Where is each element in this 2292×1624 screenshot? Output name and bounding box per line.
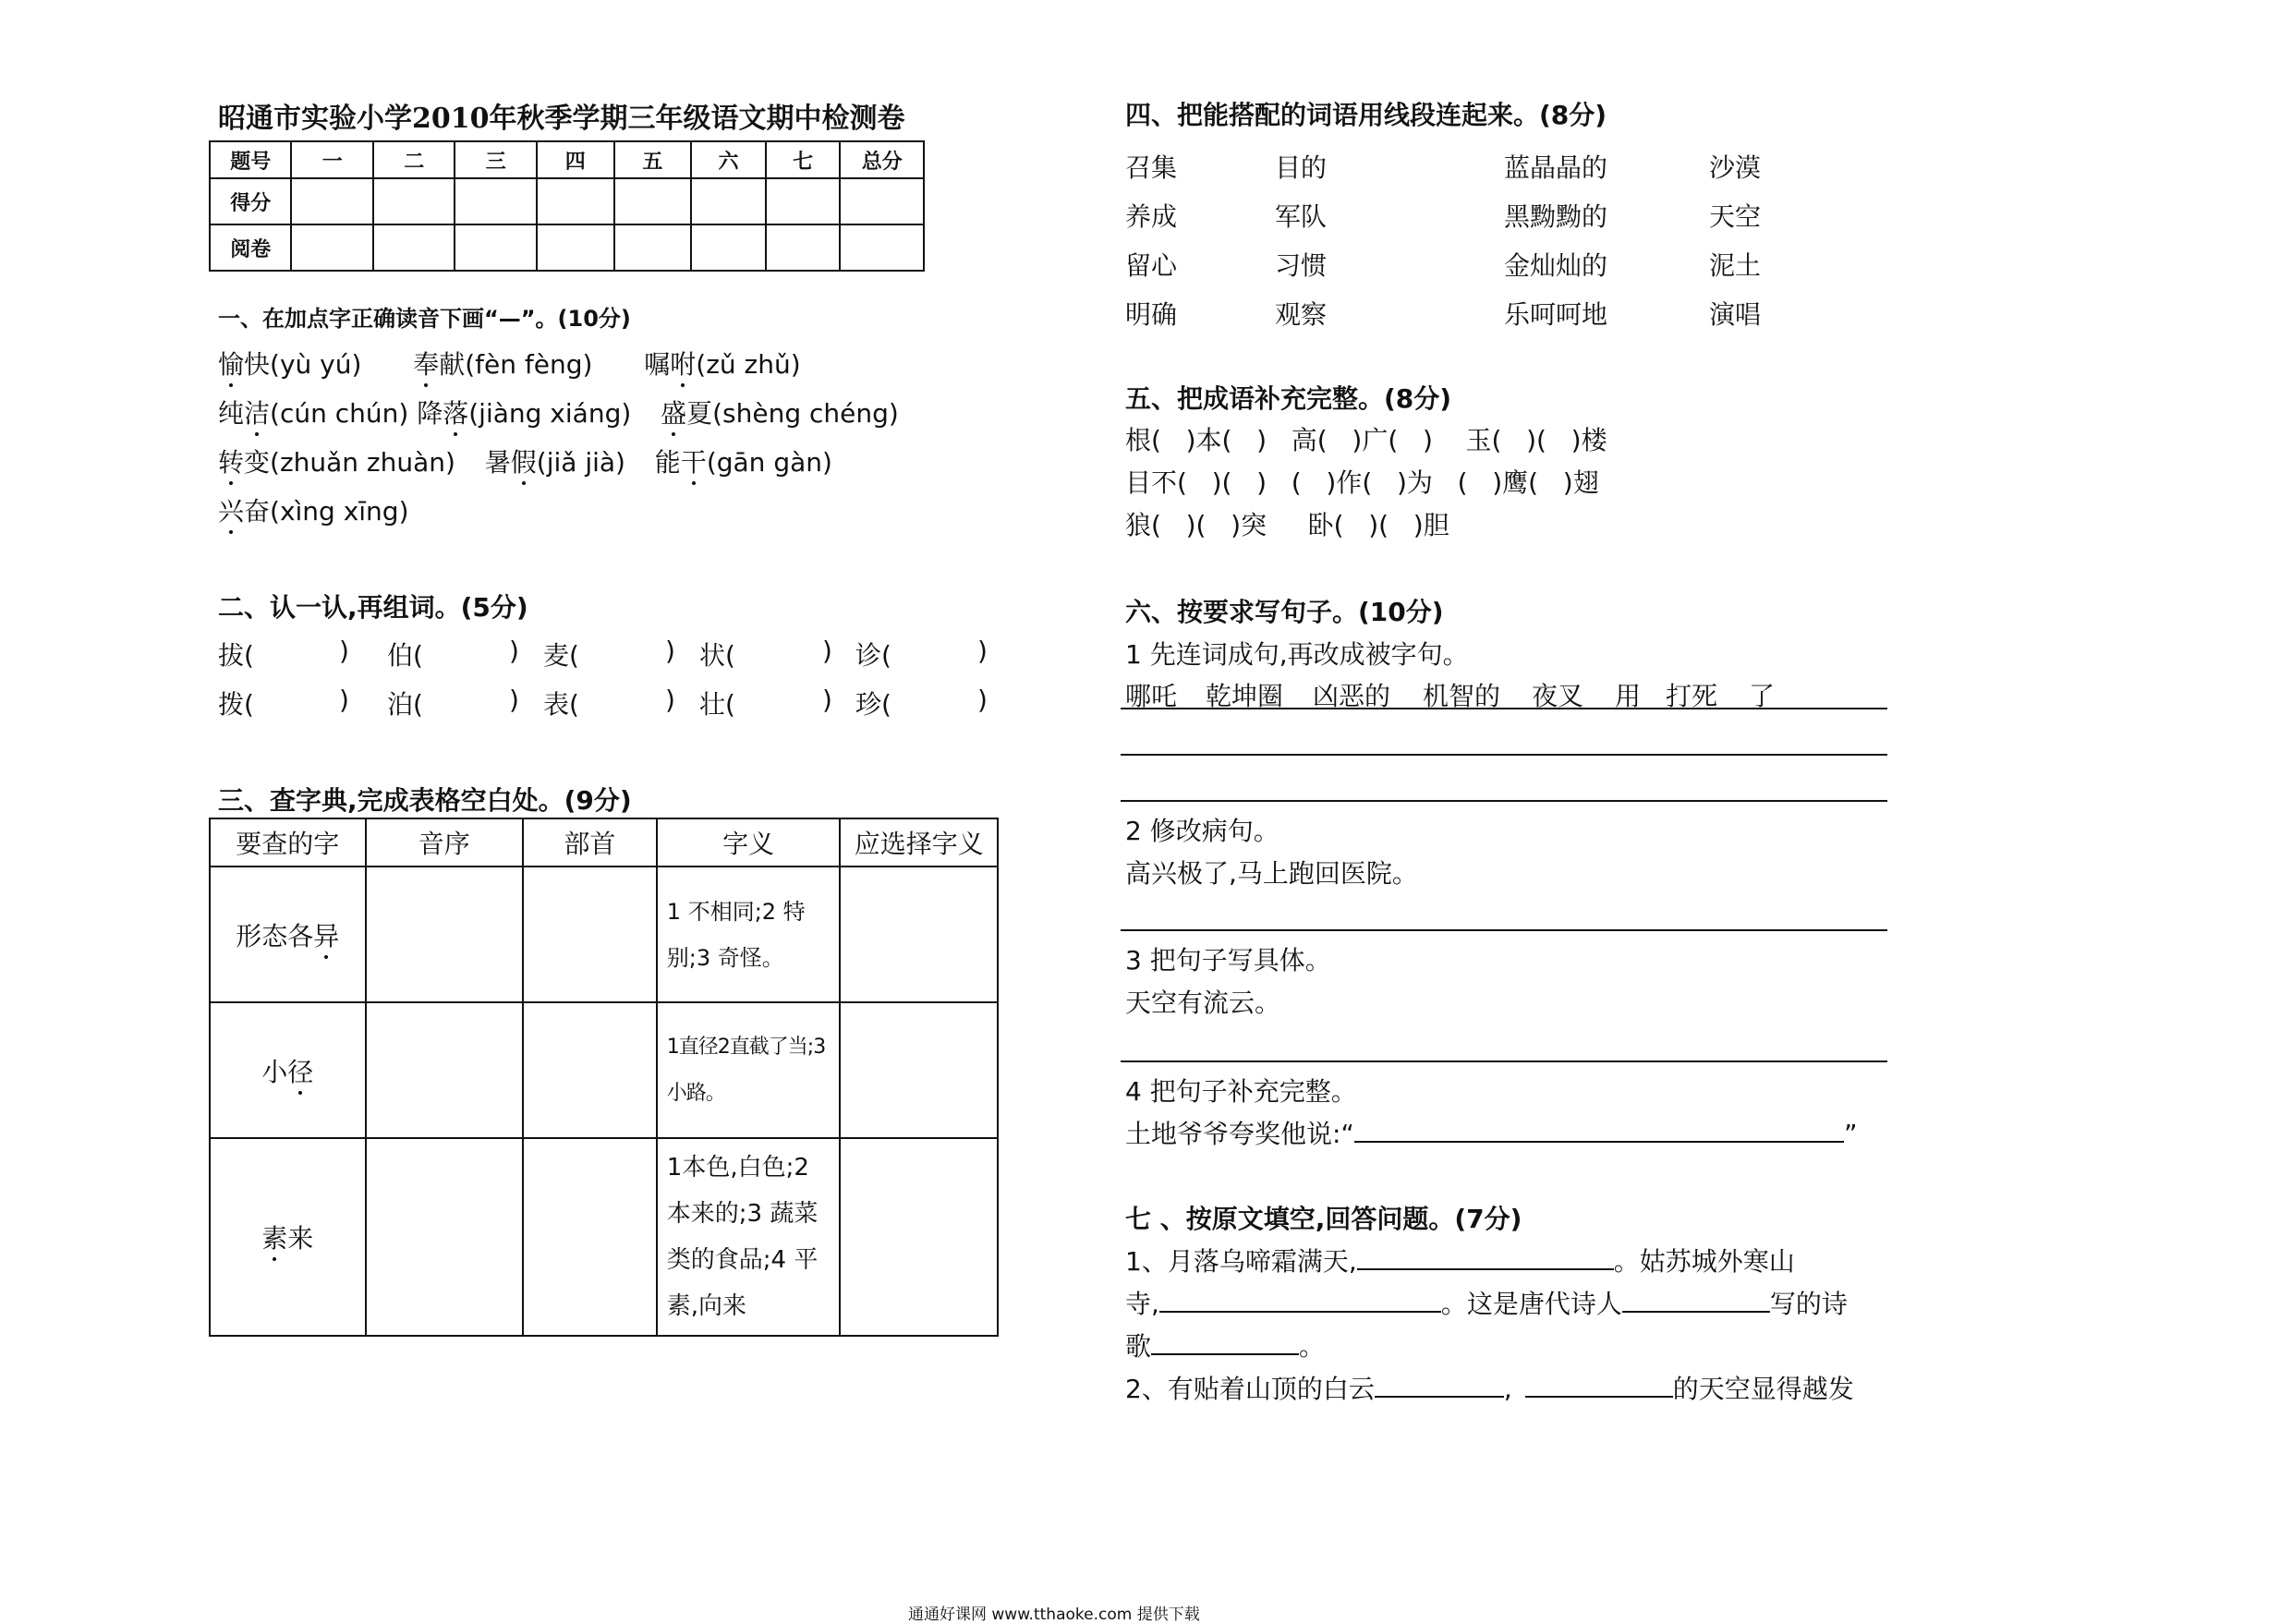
match-word[interactable]: 养成 — [1125, 201, 1178, 232]
match-word[interactable]: 蓝晶晶的 — [1504, 152, 1608, 183]
score-cell[interactable] — [537, 224, 614, 271]
scrambled-word: 机智的 — [1423, 681, 1501, 711]
score-cell[interactable] — [373, 178, 455, 224]
score-cell[interactable] — [614, 178, 692, 224]
dict-meaning: 1 不相同;2 特别;3 奇怪。 — [657, 867, 841, 1002]
poet-blank[interactable] — [1622, 1287, 1770, 1313]
scrambled-word: 了 — [1749, 681, 1776, 711]
match-word[interactable]: 目的 — [1275, 152, 1328, 183]
score-cell[interactable] — [455, 178, 536, 224]
word-char: 壮( — [699, 689, 735, 720]
section4-heading: 四、把能搭配的词语用线段连起来。(8分) — [1125, 100, 1607, 130]
q4-instruction: 4 把句子补充完整。 — [1125, 1076, 1357, 1107]
match-word[interactable]: 观察 — [1275, 299, 1328, 330]
section1-line1 — [218, 345, 801, 382]
match-word[interactable]: 习惯 — [1275, 250, 1328, 281]
poem-text: 1、月落乌啼霜满天, — [1125, 1246, 1357, 1277]
dict-blank-cell[interactable] — [523, 867, 657, 1002]
close-paren: ) — [509, 636, 519, 666]
pinyin-item[interactable]: 愉快(yù yú) — [218, 349, 361, 380]
poem-blank[interactable] — [1159, 1287, 1441, 1313]
dict-header-cell: 应选择字义 — [840, 818, 998, 867]
dict-row — [210, 1138, 998, 1336]
match-word[interactable]: 明确 — [1125, 299, 1178, 330]
idiom-line[interactable]: 狼( )( )突 卧( )( )胆 — [1125, 510, 1449, 540]
score-table-header-row — [210, 141, 924, 178]
dict-header-cell: 字义 — [657, 818, 841, 867]
q2-instruction: 2 修改病句。 — [1125, 816, 1279, 846]
poem-line-2 — [1125, 1284, 1848, 1321]
match-word[interactable]: 留心 — [1125, 250, 1178, 281]
answer-line[interactable] — [1121, 754, 1887, 756]
score-header-cell: 二 — [373, 141, 455, 178]
poem-blank[interactable] — [1525, 1372, 1673, 1398]
section3-heading: 三、查字典,完成表格空白处。(9分) — [218, 785, 632, 816]
scrambled-word: 哪吒 — [1125, 681, 1178, 711]
score-cell[interactable] — [537, 178, 614, 224]
score-cell[interactable] — [614, 224, 692, 271]
dict-blank-cell[interactable] — [840, 867, 998, 1002]
word-char: 表( — [543, 689, 579, 720]
q4-prefix: 土地爷爷夸奖他说:“ — [1125, 1119, 1354, 1149]
dict-blank-cell[interactable] — [366, 867, 524, 1002]
q4-sentence — [1125, 1114, 1857, 1151]
grader-row-label: 阅卷 — [210, 224, 291, 271]
match-word[interactable]: 泥土 — [1709, 250, 1762, 281]
poem-text: 的天空显得越发 — [1672, 1374, 1854, 1404]
dict-blank-cell[interactable] — [523, 1002, 657, 1138]
close-paren: ) — [339, 685, 349, 715]
score-cell[interactable] — [373, 224, 455, 271]
score-header-cell: 题号 — [210, 141, 291, 178]
dictionary-table — [209, 818, 999, 1337]
answer-line[interactable] — [1121, 929, 1887, 931]
word-char: 状( — [699, 640, 735, 671]
score-cell[interactable] — [691, 224, 766, 271]
dict-header-cell: 部首 — [523, 818, 657, 867]
section5-heading: 五、把成语补充完整。(8分) — [1125, 383, 1452, 414]
dict-header-cell: 音序 — [366, 818, 524, 867]
score-table — [209, 140, 925, 272]
q2-sentence: 高兴极了,马上跑回医院。 — [1125, 858, 1418, 889]
match-col-4 — [1709, 143, 1761, 339]
match-word[interactable]: 金灿灿的 — [1504, 250, 1608, 281]
close-paren: ) — [509, 685, 519, 715]
score-header-cell: 总分 — [840, 141, 924, 178]
score-cell[interactable] — [691, 178, 766, 224]
q3-instruction: 3 把句子写具体。 — [1125, 945, 1331, 976]
score-cell[interactable] — [766, 224, 841, 271]
poem-text: 。 — [1299, 1331, 1326, 1362]
section2-heading: 二、认一认,再组词。(5分) — [218, 592, 528, 623]
section1-line4 — [218, 491, 409, 528]
score-header-cell: 三 — [455, 141, 536, 178]
answer-line[interactable] — [1121, 800, 1887, 802]
idiom-line[interactable]: 目不( )( ) ( )作( )为 ( )鹰( )翅 — [1125, 467, 1599, 498]
score-row-label: 得分 — [210, 178, 291, 224]
dict-header-row — [210, 818, 998, 867]
dict-blank-cell[interactable] — [523, 1138, 657, 1336]
pinyin-item[interactable]: 奉献(fèn fèng) — [413, 349, 592, 380]
close-paren: ) — [665, 685, 675, 715]
poem-text: 2、有贴着山顶的白云 — [1125, 1374, 1375, 1404]
score-header-cell: 六 — [691, 141, 766, 178]
pinyin-item[interactable]: 纯洁(cún chún) — [218, 398, 408, 429]
score-cell[interactable] — [455, 224, 536, 271]
pinyin-item[interactable]: 嘱咐(zǔ zhǔ) — [644, 349, 800, 380]
answer-line[interactable] — [1121, 1060, 1887, 1062]
dict-meaning: 1直径2直截了当;3小路。 — [657, 1002, 841, 1138]
score-cell[interactable] — [840, 224, 924, 271]
section7-heading: 七 、按原文填空,回答问题。(7分) — [1125, 1204, 1522, 1234]
pinyin-item[interactable]: 能干(gān gàn) — [655, 447, 832, 478]
match-col-2 — [1275, 143, 1327, 339]
dict-blank-cell[interactable] — [366, 1138, 524, 1336]
score-cell[interactable] — [291, 178, 372, 224]
poem-line-4 — [1125, 1369, 1854, 1406]
pinyin-item[interactable]: 兴奋(xìng xīng) — [218, 496, 409, 527]
score-header-cell: 四 — [537, 141, 614, 178]
dict-blank-cell[interactable] — [840, 1138, 998, 1336]
poem-text: 寺, — [1125, 1289, 1159, 1319]
pinyin-item[interactable]: 盛夏(shèng chéng) — [661, 398, 899, 429]
score-cell[interactable] — [840, 178, 924, 224]
close-paren: ) — [977, 685, 988, 715]
scrambled-word: 乾坤圈 — [1206, 681, 1284, 711]
match-word[interactable]: 演唱 — [1709, 299, 1762, 330]
poem-text: 。姑苏城外寒山 — [1613, 1246, 1795, 1277]
q4-suffix: ” — [1843, 1119, 1858, 1149]
pinyin-item[interactable]: 暑假(jiǎ jià) — [485, 447, 625, 478]
poem-line-3 — [1125, 1327, 1325, 1363]
pinyin-item[interactable]: 转变(zhuǎn zhuàn) — [218, 447, 455, 478]
scrambled-word: 用 — [1615, 681, 1642, 711]
dict-word: 小径 — [210, 1002, 366, 1138]
dict-row — [210, 1002, 998, 1138]
close-paren: ) — [977, 636, 988, 666]
scrambled-word: 打死 — [1666, 681, 1718, 711]
poem-blank[interactable] — [1375, 1372, 1504, 1398]
scrambled-word: 凶恶的 — [1313, 681, 1391, 711]
word-char: 拨( — [218, 689, 254, 720]
close-paren: ) — [822, 685, 832, 715]
page-title: 昭通市实验小学2010年秋季学期三年级语文期中检测卷 — [218, 103, 905, 135]
q1-instruction: 1 先连词成句,再改成被字句。 — [1125, 639, 1469, 670]
close-paren: ) — [339, 636, 349, 666]
match-word[interactable]: 沙漠 — [1709, 152, 1762, 183]
dict-blank-cell[interactable] — [366, 1002, 524, 1138]
footer-credit: 通通好课网 www.tthaoke.com 提供下载 — [908, 1606, 1200, 1624]
dict-header-cell: 要查的字 — [210, 818, 366, 867]
poem-text: 写的诗 — [1769, 1289, 1848, 1319]
dict-row — [210, 867, 998, 1002]
poem-text: 。这是唐代诗人 — [1440, 1289, 1622, 1319]
match-col-1 — [1125, 143, 1177, 339]
quote-blank[interactable] — [1354, 1117, 1844, 1143]
match-col-3 — [1504, 143, 1607, 339]
word-char: 泊( — [387, 689, 423, 720]
q3-sentence: 天空有流云。 — [1125, 988, 1281, 1018]
match-word[interactable]: 召集 — [1125, 152, 1178, 183]
match-word[interactable]: 黑黝黝的 — [1504, 201, 1608, 232]
pinyin-item[interactable]: 降落(jiàng xiáng) — [417, 398, 631, 429]
close-paren: ) — [822, 636, 832, 666]
score-header-cell: 一 — [291, 141, 372, 178]
word-char: 麦( — [543, 640, 579, 671]
score-header-cell: 五 — [614, 141, 692, 178]
section6-heading: 六、按要求写句子。(10分) — [1125, 597, 1444, 627]
dict-meaning: 1本色,白色;2本来的;3 蔬菜类的食品;4 平素,向来 — [657, 1138, 841, 1336]
match-word[interactable]: 军队 — [1275, 201, 1328, 232]
word-char: 珍( — [855, 689, 891, 720]
poem-blank[interactable] — [1357, 1244, 1614, 1270]
answer-line[interactable] — [1121, 708, 1887, 709]
idiom-line[interactable]: 根( )本( ) 高( )广( ) 玉( )( )楼 — [1125, 425, 1607, 455]
poem-line-1 — [1125, 1242, 1795, 1279]
match-word[interactable]: 乐呵呵地 — [1504, 299, 1608, 330]
close-paren: ) — [665, 636, 675, 666]
word-char: 拔( — [218, 640, 254, 671]
dict-word: 素来 — [210, 1138, 366, 1336]
score-cell[interactable] — [766, 178, 841, 224]
poem-title-blank[interactable] — [1151, 1329, 1299, 1355]
dict-blank-cell[interactable] — [840, 1002, 998, 1138]
score-row — [210, 178, 924, 224]
score-cell[interactable] — [291, 224, 372, 271]
match-word[interactable]: 天空 — [1709, 201, 1762, 232]
grader-row — [210, 224, 924, 271]
dict-word: 形态各异 — [210, 867, 366, 1002]
score-header-cell: 七 — [766, 141, 841, 178]
poem-text: 歌 — [1125, 1331, 1152, 1362]
word-char: 伯( — [387, 640, 423, 671]
section1-heading: 一、在加点字正确读音下画“—”。(10分) — [218, 306, 631, 332]
scrambled-word: 夜叉 — [1532, 681, 1584, 711]
word-char: 诊( — [855, 640, 891, 671]
section1-line3 — [218, 442, 832, 479]
poem-text: , — [1503, 1374, 1512, 1404]
section1-line2 — [218, 394, 899, 430]
